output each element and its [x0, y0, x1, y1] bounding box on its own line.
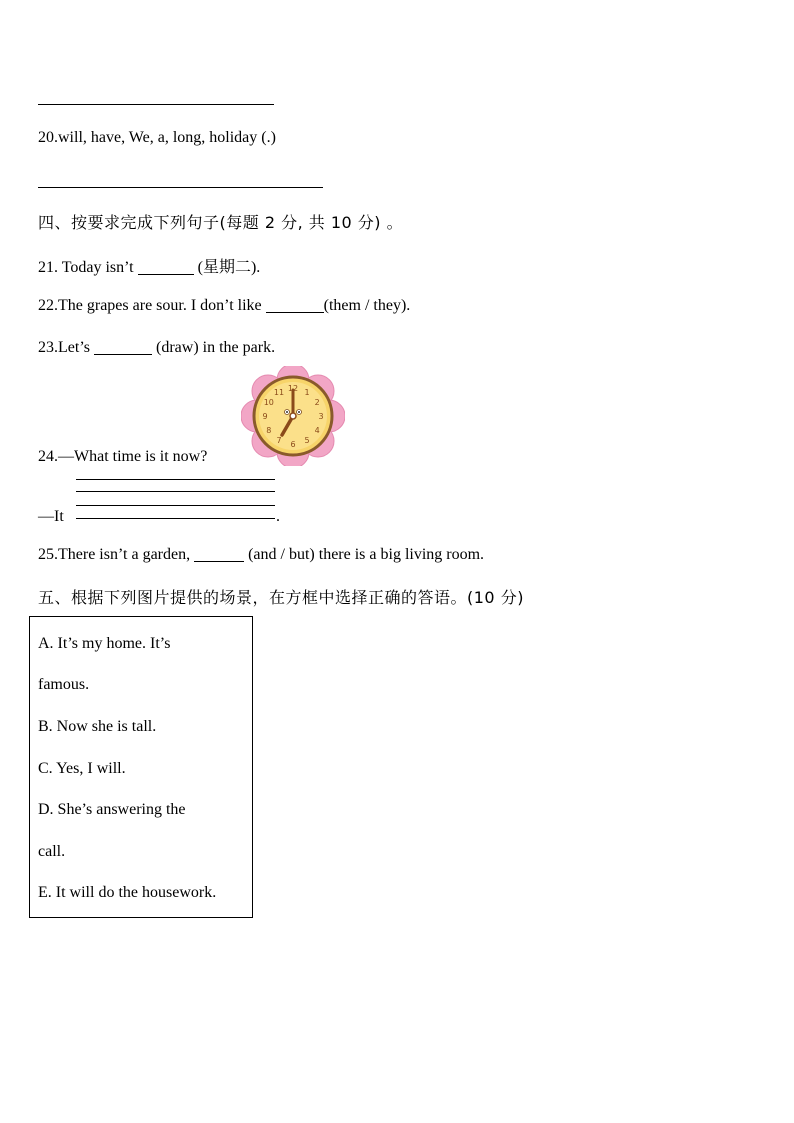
- clock-number: 8: [266, 426, 272, 435]
- clock-number: 7: [276, 436, 282, 446]
- clock-number: 6: [290, 440, 296, 449]
- clock-number: 3: [318, 412, 324, 421]
- question-25: 25.There isn’t a garden, (and / but) there is a big living room.: [38, 546, 485, 563]
- answer-line-q20[interactable]: [38, 187, 323, 188]
- options-box: [29, 616, 253, 918]
- option-e: E. It will do the housework.: [38, 884, 217, 901]
- clock-number: 4: [314, 426, 320, 435]
- question-21: 21. Today isn’t (星期二).: [38, 259, 261, 276]
- question-number: 20.: [38, 129, 58, 146]
- clock-number: 5: [304, 436, 310, 446]
- question-number: 22.: [38, 297, 58, 314]
- clock-number: 12: [287, 384, 299, 393]
- option-a-line-2: famous.: [38, 676, 90, 693]
- answer-blank[interactable]: [194, 545, 244, 562]
- question-number: 23.: [38, 339, 58, 356]
- clock-number: 11: [273, 387, 285, 397]
- section-4-heading: 四、按要求完成下列句子(每题 2 分, 共 10 分) 。: [38, 213, 404, 232]
- clock-number: 1: [304, 387, 310, 397]
- question-22: 22.The grapes are sour. I don’t like (them / they).: [38, 297, 411, 314]
- question-20: [38, 129, 276, 147]
- clock-icon: [241, 366, 345, 466]
- question-number: 21: [38, 259, 54, 276]
- option-d-line-1: D. She’s answering the: [38, 801, 186, 818]
- clock-number: 10: [263, 398, 274, 407]
- answer-blank[interactable]: [94, 338, 152, 355]
- question-24: [38, 448, 207, 466]
- option-b: B. Now she is tall.: [38, 718, 157, 735]
- question-number: 24.: [38, 448, 58, 465]
- clock-number: 2: [314, 398, 320, 407]
- question-words: will, have, We, a, long, holiday (.): [58, 129, 276, 146]
- answer-suffix: .: [276, 508, 280, 525]
- answer-line-q24-1[interactable]: [76, 479, 275, 480]
- flower-clock-image: [241, 366, 345, 466]
- answer-blank[interactable]: [138, 258, 194, 275]
- answer-blank[interactable]: [266, 296, 324, 313]
- option-c: C. Yes, I will.: [38, 760, 126, 777]
- option-a-line-1: A. It’s my home. It’s: [38, 635, 171, 652]
- answer-line-q19[interactable]: [38, 104, 274, 105]
- answer-prefix: —It: [38, 508, 64, 525]
- answer-line-q24-2[interactable]: [76, 491, 275, 492]
- option-d-line-2: call.: [38, 843, 66, 860]
- answer-line-q24-4[interactable]: [76, 518, 275, 519]
- answer-line-q24-3[interactable]: [76, 505, 275, 506]
- question-text: —What time is it now?: [58, 448, 208, 465]
- clock-number: 9: [262, 412, 268, 421]
- question-23: 23.Let’s (draw) in the park.: [38, 339, 276, 356]
- section-5-heading: 五、根据下列图片提供的场景，在方框中选择正确的答语。(10 分): [38, 588, 524, 607]
- question-number: 25.: [38, 546, 58, 563]
